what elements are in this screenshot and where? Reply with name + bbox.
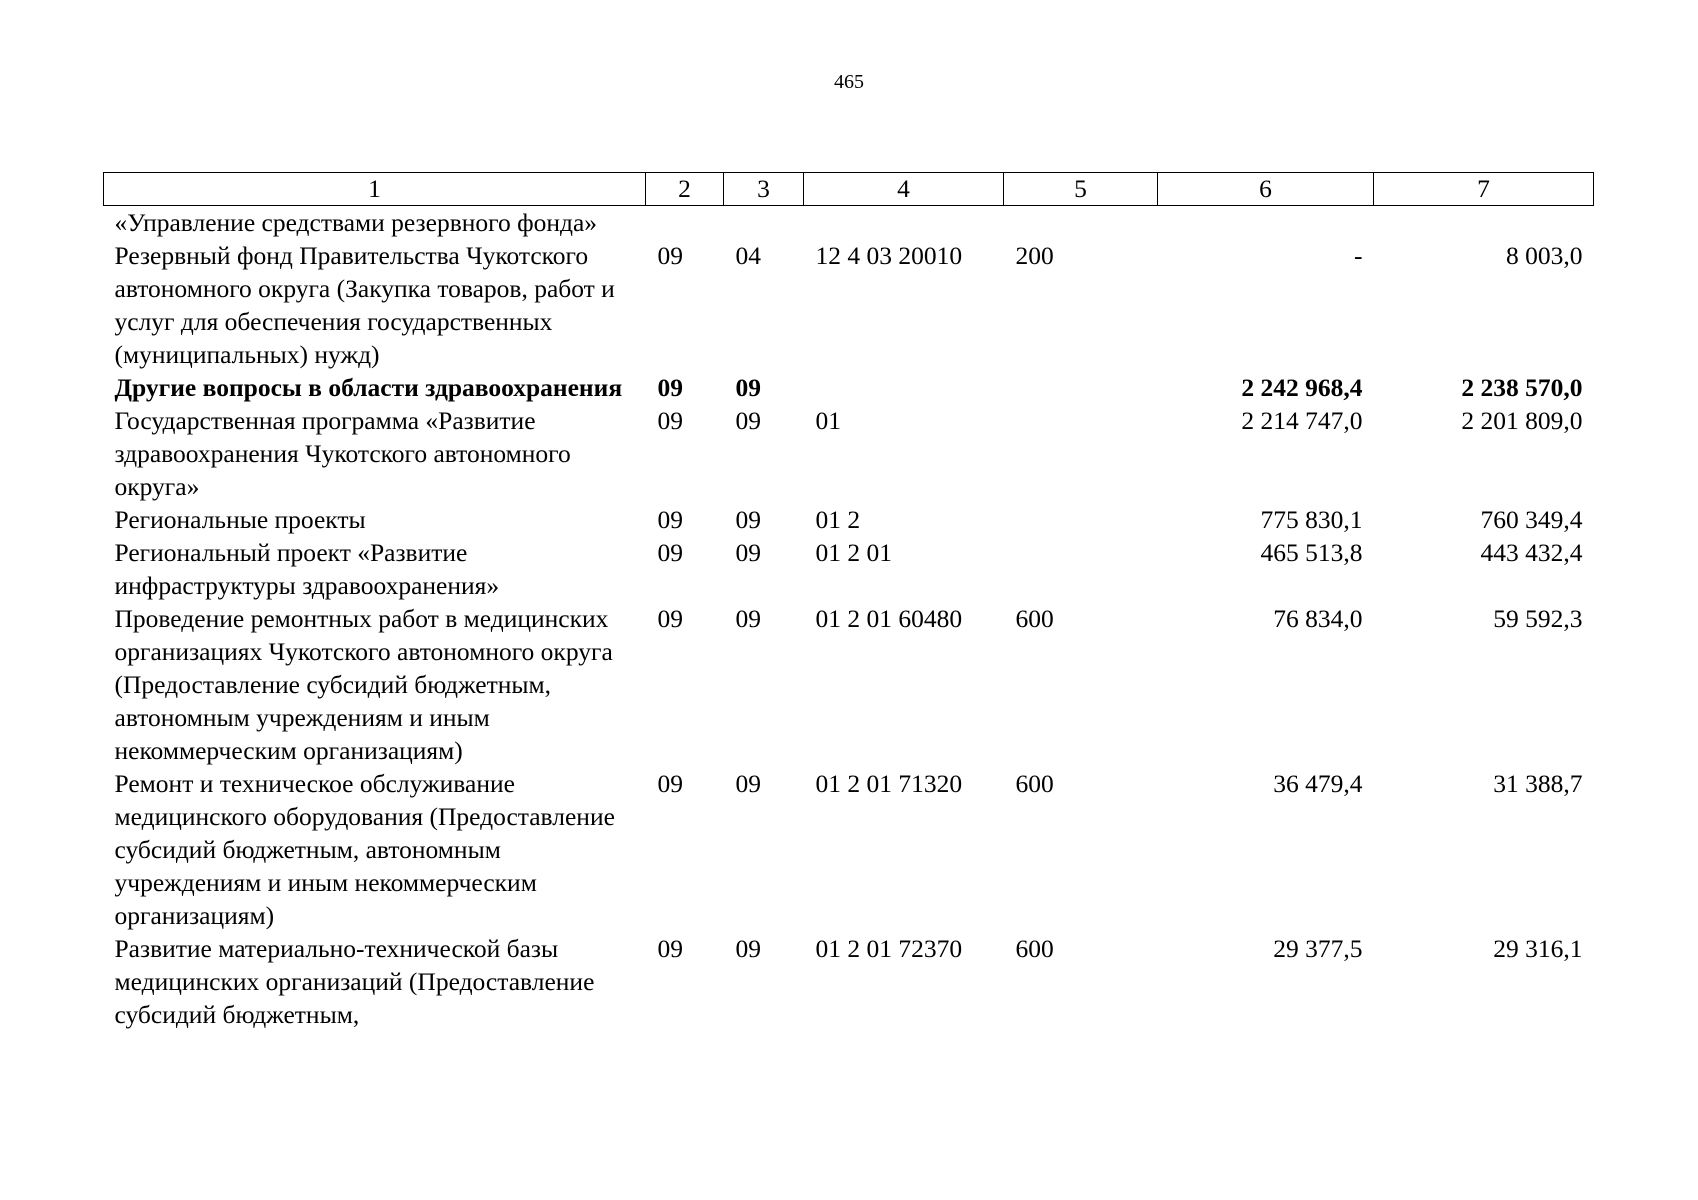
row-name: Региональный проект «Развитие инфраструктуры здравоохранения» — [114, 538, 500, 600]
row-name: Ремонт и техническое обслуживание медицинского оборудования (Предоставление субсидий бюджетным, автономным учреждениям и иным некоммерческим организациям) — [114, 769, 615, 930]
row-section: 09 — [657, 604, 683, 633]
row-subsection: 04 — [735, 241, 761, 270]
row-expense-type: 200 — [1015, 241, 1054, 270]
table-row — [104, 206, 1594, 240]
row-amount-1: 76 834,0 — [1273, 604, 1363, 633]
column-header-5: 5 — [1004, 173, 1158, 206]
row-target — [804, 371, 1004, 404]
row-section: 09 — [657, 505, 683, 534]
row-target — [804, 206, 1004, 240]
column-header-6: 6 — [1158, 173, 1374, 206]
table-body — [104, 206, 1594, 1032]
row-amount-2: 2 238 570,0 — [1461, 373, 1583, 402]
row-amount-2: 8 003,0 — [1506, 241, 1583, 270]
row-subsection — [724, 206, 804, 240]
row-amount-2: 29 316,1 — [1493, 934, 1583, 963]
row-target: 01 2 01 72370 — [815, 934, 963, 963]
row-expense-type — [1004, 404, 1158, 503]
row-amount-1: 29 377,5 — [1273, 934, 1363, 963]
row-subsection: 09 — [735, 769, 761, 798]
row-expense-type — [1004, 371, 1158, 404]
row-target: 12 4 03 20010 — [815, 241, 963, 270]
row-subsection: 09 — [735, 538, 761, 567]
row-section: 09 — [657, 538, 683, 567]
row-name: Государственная программа «Развитие здравоохранения Чукотского автономного округа» — [114, 406, 571, 501]
budget-table — [103, 172, 1594, 1031]
row-amount-1: 2 242 968,4 — [1241, 373, 1363, 402]
table-row — [104, 239, 1594, 371]
row-amount-2: 760 349,4 — [1480, 505, 1583, 534]
table-header — [104, 173, 1594, 206]
row-amount-2: 59 592,3 — [1493, 604, 1583, 633]
row-amount-1: - — [1354, 241, 1363, 270]
column-header-3: 3 — [724, 173, 804, 206]
row-name: «Управление средствами резервного фонда» — [114, 208, 598, 237]
row-expense-type: 600 — [1015, 769, 1054, 798]
row-expense-type: 600 — [1015, 604, 1054, 633]
row-amount-2: 31 388,7 — [1493, 769, 1583, 798]
column-header-2: 2 — [646, 173, 724, 206]
row-subsection: 09 — [735, 505, 761, 534]
table-row — [104, 767, 1594, 932]
column-header-7: 7 — [1374, 173, 1594, 206]
row-expense-type: 600 — [1015, 934, 1054, 963]
row-target: 01 2 01 71320 — [815, 769, 963, 798]
row-target: 01 — [815, 406, 841, 435]
row-subsection: 09 — [735, 934, 761, 963]
row-amount-2 — [1374, 206, 1594, 240]
row-section: 09 — [657, 406, 683, 435]
row-name: Развитие материально-технической базы медицинских организаций (Предоставление субсидий бюджетным, — [114, 934, 595, 1029]
row-name: Проведение ремонтных работ в медицинских организациях Чукотского автономного округа (Предоставление субсидий бюджетным, автономным учреждениям и иным некоммерческим организациям) — [114, 604, 613, 765]
column-header-4: 4 — [804, 173, 1004, 206]
row-amount-1: 775 830,1 — [1260, 505, 1363, 534]
row-section: 09 — [657, 373, 683, 402]
header-row — [104, 173, 1594, 206]
row-subsection: 09 — [735, 406, 761, 435]
column-header-1: 1 — [104, 173, 646, 206]
row-expense-type — [1004, 206, 1158, 240]
row-name: Региональные проекты — [114, 505, 366, 534]
row-expense-type — [1004, 536, 1158, 602]
row-section: 09 — [657, 241, 683, 270]
table-row — [104, 602, 1594, 767]
row-subsection: 09 — [735, 373, 761, 402]
row-section: 09 — [657, 934, 683, 963]
row-name: Другие вопросы в области здравоохранения — [114, 373, 623, 402]
page-number: 465 — [834, 71, 864, 93]
row-amount-2: 2 201 809,0 — [1461, 406, 1583, 435]
row-target: 01 2 01 — [815, 538, 892, 567]
row-section: 09 — [657, 769, 683, 798]
table-row — [104, 536, 1594, 602]
row-target: 01 2 01 60480 — [815, 604, 963, 633]
row-name: Резервный фонд Правительства Чукотского автономного округа (Закупка товаров, работ и услуг для обеспечения государственных (муниципальных) нужд) — [114, 241, 615, 369]
row-amount-1 — [1158, 206, 1374, 240]
table-row — [104, 371, 1594, 404]
row-subsection: 09 — [735, 604, 761, 633]
row-expense-type — [1004, 503, 1158, 536]
row-amount-1: 36 479,4 — [1273, 769, 1363, 798]
table-row — [104, 503, 1594, 536]
row-target: 01 2 — [815, 505, 861, 534]
table-row — [104, 404, 1594, 503]
row-amount-2: 443 432,4 — [1480, 538, 1583, 567]
table-row — [104, 932, 1594, 1031]
row-amount-1: 2 214 747,0 — [1241, 406, 1363, 435]
row-amount-1: 465 513,8 — [1260, 538, 1363, 567]
row-section — [646, 206, 724, 240]
